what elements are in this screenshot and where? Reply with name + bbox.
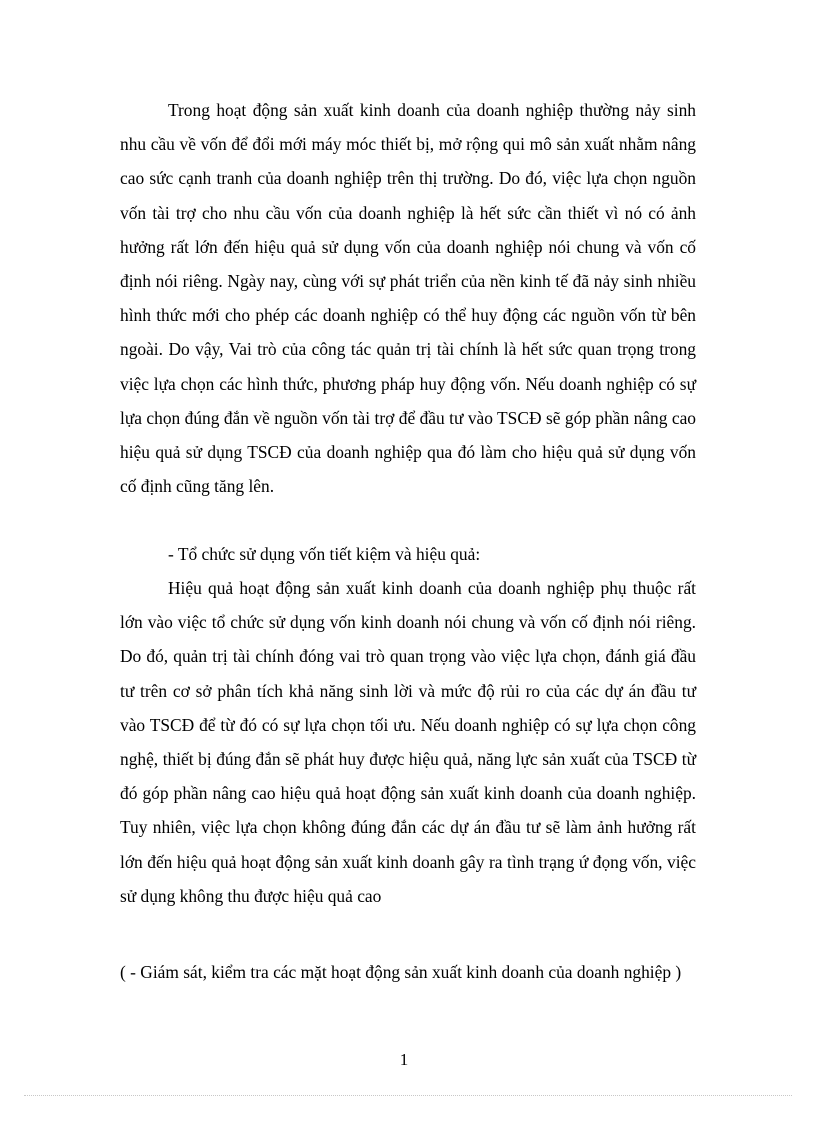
paragraph-business-efficiency: Hiệu quả hoạt động sản xuất kinh doanh của doanh nghiệp phụ thuộc rất lớn vào việc tổ chức sử dụng vốn kinh doanh nói chung và vốn cố định nói riêng. Do đó, quản trị tài chính đóng vai trò quan trọng vào việc lựa chọn, đánh giá đầu tư trên cơ sở phân tích khả năng sinh lời và mức độ rủi ro của các dự án đầu tư vào TSCĐ để từ đó có sự lựa chọn tối ưu. Nếu doanh nghiệp có sự lựa chọn công nghệ, thiết bị đúng đắn sẽ phát huy được hiệu quả, năng lực sản xuất của TSCĐ từ đó góp phần nâng cao hiệu quả hoạt động sản xuất kinh doanh của doanh nghiệp. Tuy nhiên, việc lựa chọn không đúng đắn các dự án đầu tư sẽ làm ảnh hưởng rất lớn đến hiệu quả hoạt động sản xuất kinh doanh gây ra tình trạng ứ đọng vốn, việc sử dụng không thu được hiệu quả cao (120, 578, 696, 906)
page-number: 1 (399, 1050, 409, 1069)
body-text-section (120, 571, 696, 913)
paragraph-capital-sourcing: Trong hoạt động sản xuất kinh doanh của doanh nghiệp thường nảy sinh nhu cầu về vốn để đổi mới máy móc thiết bị, mở rộng qui mô sản xuất nhằm nâng cao sức cạnh tranh của doanh nghiệp trên thị trường. Do đó, việc lựa chọn nguồn vốn tài trợ cho nhu cầu vốn của doanh nghiệp là hết sức cần thiết vì nó có ảnh hưởng rất lớn đến hiệu quả sử dụng vốn của doanh nghiệp nói chung và vốn cố định nói riêng. Ngày nay, cùng với sự phát triển của nền kinh tế đã nảy sinh nhiều hình thức mới cho phép các doanh nghiệp có thể huy động các nguồn vốn từ bên ngoài. Do vậy, Vai trò của công tác quản trị tài chính là hết sức quan trọng trong việc lựa chọn các hình thức, phương pháp huy động vốn. Nếu doanh nghiệp có sự lựa chọn đúng đắn về nguồn vốn tài trợ để đầu tư vào TSCĐ sẽ góp phần nâng cao hiệu quả sử dụng TSCĐ của doanh nghiệp qua đó làm cho hiệu quả sử dụng vốn cố định cũng tăng lên. (120, 100, 696, 497)
paragraph-supervision-note: ( - Giám sát, kiểm tra các mặt hoạt động sản xuất kinh doanh của doanh nghiệp ) (120, 962, 682, 982)
body-text-section (120, 955, 696, 989)
footer-divider (24, 1095, 792, 1096)
body-text-section (120, 537, 696, 571)
subheading-capital-usage: - Tổ chức sử dụng vốn tiết kiệm và hiệu quả: (168, 544, 481, 564)
body-text-section (120, 93, 696, 503)
